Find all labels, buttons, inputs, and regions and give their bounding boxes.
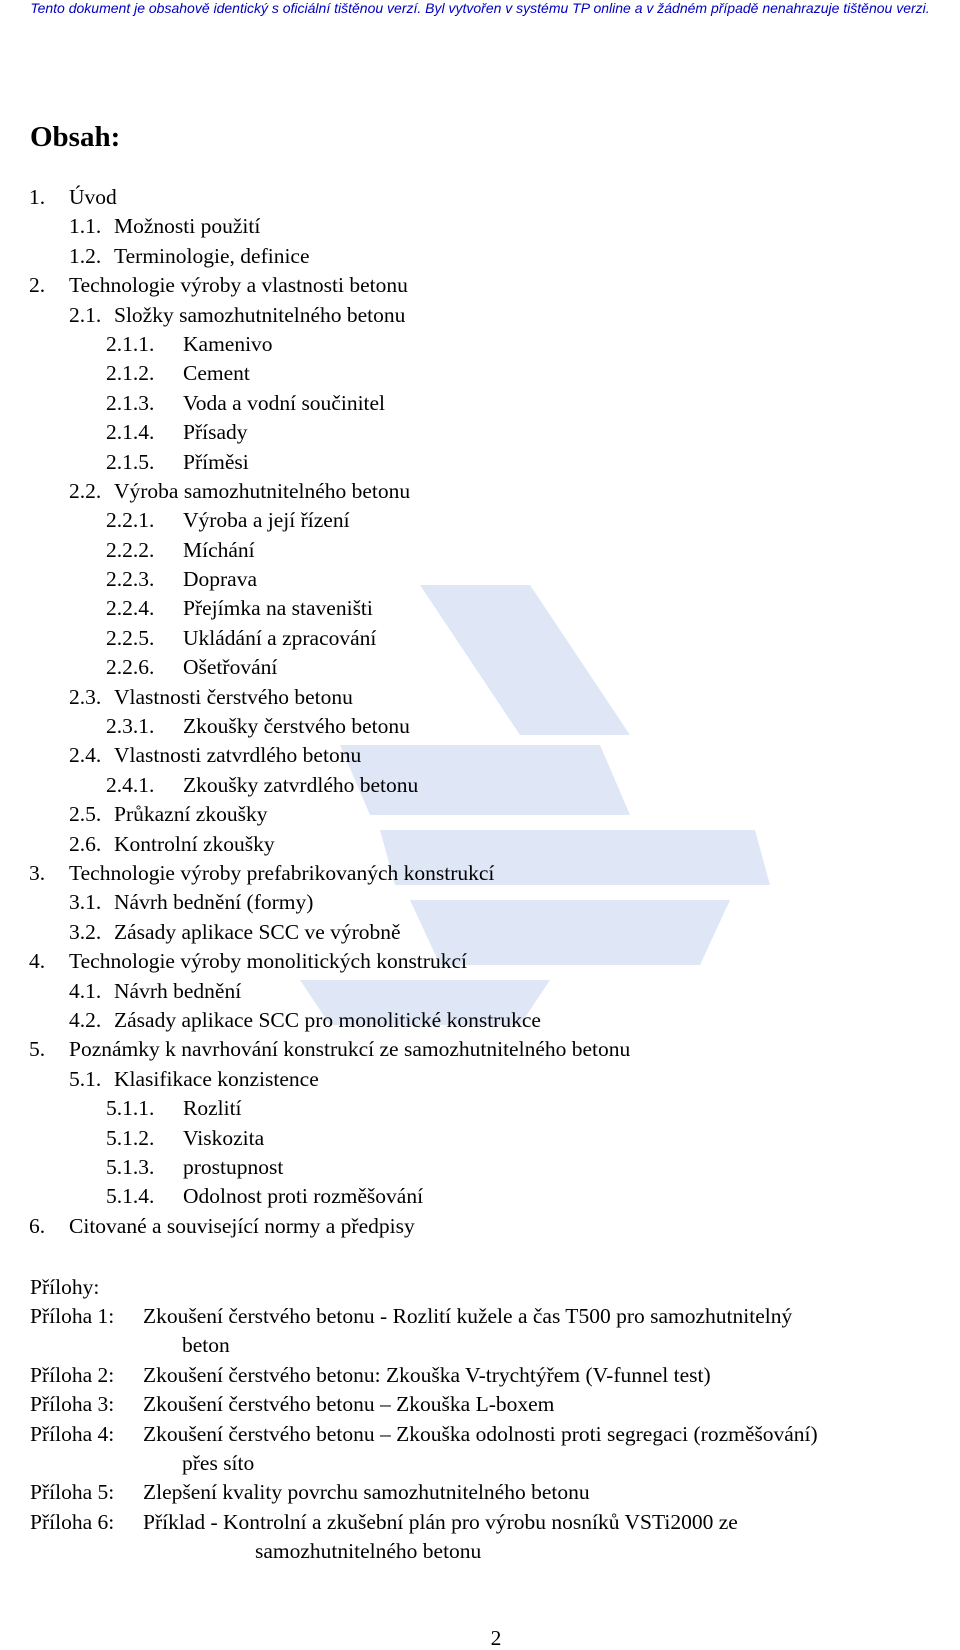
appendix-description: Zlepšení kvality povrchu samozhutnitelného betonu [143,1480,590,1505]
toc-entry-text: Úvod [69,185,117,209]
toc-entry-number: 2.4. [69,743,102,768]
toc-entry [0,1212,960,1241]
toc-entry-text: Zásady aplikace SCC ve výrobně [114,919,401,944]
toc-entry-number: 4. [29,949,46,974]
toc-entry-text: Poznámky k navrhování konstrukcí ze samozhutnitelného betonu [69,1037,631,1062]
toc-entry [0,1124,960,1153]
page-number: 2 [490,1626,502,1650]
toc-entry-text: Terminologie, definice [114,243,310,268]
toc-entry [0,624,960,653]
toc-entry [0,1094,960,1123]
toc-entry-text: Ukládání a zpracování [183,625,377,650]
toc-entry [0,918,960,947]
toc-entry-number: 2.2.3. [106,567,155,592]
toc-entry-text: Technologie výroby a vlastnosti betonu [69,273,408,298]
toc-entry-number: 2.2.6. [106,655,155,680]
appendix-item [0,1420,960,1479]
toc-entry [0,212,960,241]
toc-entry-text: Příměsi [183,449,249,474]
appendix-label: Příloha 5: [30,1480,115,1505]
toc-entry-text: Doprava [183,567,258,592]
toc-entry-text: Rozlití [183,1096,242,1121]
toc-entry-text: Cement [183,361,250,386]
toc-entry [0,653,960,682]
appendix-description: Zkoušení čerstvého betonu – Zkouška odolnosti proti segregaci (rozměšování) přes síto [143,1421,818,1476]
appendix-title: Přílohy: [30,1275,100,1299]
toc-entry-text: Výroba samozhutnitelného betonu [114,478,411,503]
disclaimer-banner: Tento dokument je obsahově identický s oficiální tištěnou verzí. Byl vytvořen v systému TP online a v žádném případě nenahrazuje tištěnou verzi. [30,0,930,16]
toc-entry-text: Možnosti použití [114,214,261,239]
toc-entry-number: 2.3. [69,684,102,709]
toc-entry [0,448,960,477]
toc-entry-text: Míchání [183,537,255,562]
toc-entry-text: Odolnost proti rozměšování [183,1184,424,1209]
toc-entry-number: 1.1. [69,214,102,239]
toc-entry-number: 5.1. [69,1066,102,1091]
appendix-item [0,1302,960,1361]
toc-entry-text: Kontrolní zkoušky [114,831,275,856]
toc-entry-text: Zásady aplikace SCC pro monolitické konstrukce [114,1007,541,1032]
toc-entry-number: 6. [29,1213,46,1238]
toc-entry-text: Vlastnosti čerstvého betonu [114,684,353,709]
appendix-label: Příloha 3: [30,1392,115,1417]
toc-entry [0,947,960,976]
appendix-label: Příloha 1: [30,1304,115,1328]
toc-entry [0,301,960,330]
toc-entry-text: Viskozita [183,1125,265,1150]
toc-entry-number: 4.1. [69,978,102,1003]
toc-entry [0,977,960,1006]
toc-entry-number: 2.1. [69,302,102,327]
toc-entry-number: 3. [29,860,46,885]
appendix-description: Zkoušení čerstvého betonu - Rozlití kužele a čas T500 pro samozhutnitelný beton [143,1304,793,1358]
toc-entry [0,1065,960,1094]
toc-entry-text: Technologie výroby prefabrikovaných konstrukcí [69,860,495,885]
toc-entry-number: 2.3.1. [106,714,155,739]
toc-entry [0,830,960,859]
appendix-item [0,1478,960,1507]
toc-entry-text: Zkoušky zatvrdlého betonu [183,772,419,797]
toc-entry [0,712,960,741]
toc-entry [0,418,960,447]
toc-entry [0,477,960,506]
appendix-description: Příklad - Kontrolní a zkušební plán pro výrobu nosníků VSTi2000 ze samozhutnitelného betonu [143,1509,738,1564]
appendix-item [0,1361,960,1390]
toc-entry-text: Výroba a její řízení [183,508,350,533]
toc-entry [0,271,960,300]
toc-entry-text: Průkazní zkoušky [114,802,268,827]
toc-entry-number: 4.2. [69,1007,102,1032]
toc-entry-text: Zkoušky čerstvého betonu [183,714,410,739]
toc-entry-number: 2.1.1. [106,331,155,356]
table-of-contents [0,183,960,1241]
toc-entry-number: 2. [29,273,46,298]
toc-entry-number: 2.2.2. [106,537,155,562]
toc-entry-number: 5.1.4. [106,1184,155,1209]
toc-entry-number: 5. [29,1037,46,1062]
toc-entry-number: 1. [29,185,46,209]
toc-entry-number: 2.2.5. [106,625,155,650]
toc-entry-text: Vlastnosti zatvrdlého betonu [114,743,362,768]
toc-entry-number: 2.4.1. [106,772,155,797]
appendix-label: Příloha 6: [30,1509,115,1534]
toc-entry [0,330,960,359]
toc-entry-number: 5.1.2. [106,1125,155,1150]
toc-entry-number: 2.6. [69,831,102,856]
toc-entry [0,683,960,712]
toc-entry [0,389,960,418]
appendix-label: Příloha 4: [30,1421,115,1446]
toc-entry-number: 2.2.1. [106,508,155,533]
toc-entry-text: Kamenivo [183,331,273,356]
toc-entry [0,242,960,271]
appendix-description: Zkoušení čerstvého betonu: Zkouška V-trychtýřem (V-funnel test) [143,1362,711,1387]
toc-entry-text: prostupnost [183,1154,284,1179]
toc-entry-number: 2.2. [69,478,102,503]
toc-entry-text: Návrh bednění (formy) [114,890,314,915]
toc-entry-number: 5.1.3. [106,1154,155,1179]
toc-entry-number: 3.2. [69,919,102,944]
toc-entry [0,1035,960,1064]
toc-entry [0,741,960,770]
toc-entry [0,594,960,623]
toc-entry [0,506,960,535]
toc-entry-number: 5.1.1. [106,1096,155,1121]
toc-entry [0,771,960,800]
toc-entry-text: Přísady [183,420,248,445]
toc-entry-number: 3.1. [69,890,102,915]
toc-entry-number: 2.5. [69,802,102,827]
toc-entry-number: 2.1.5. [106,449,155,474]
toc-entry-text: Citované a související normy a předpisy [69,1213,415,1238]
toc-entry [0,183,960,212]
appendix-item [0,1390,960,1419]
toc-entry [0,1006,960,1035]
toc-entry [0,800,960,829]
toc-entry-text: Voda a vodní součinitel [183,390,386,415]
toc-entry-number: 2.1.2. [106,361,155,386]
toc-entry-text: Přejímka na staveništi [183,596,373,621]
appendix-list [0,1302,960,1567]
toc-entry-text: Ošetřování [183,655,278,680]
toc-entry [0,859,960,888]
toc-entry-text: Návrh bednění [114,978,242,1003]
toc-entry-text: Klasifikace konzistence [114,1066,319,1091]
toc-entry [0,536,960,565]
toc-entry [0,359,960,388]
toc-entry-number: 1.2. [69,243,102,268]
appendix-item [0,1508,960,1567]
toc-entry [0,565,960,594]
page-title: Obsah: [30,121,121,153]
toc-entry [0,1182,960,1211]
appendix-label: Příloha 2: [30,1362,115,1387]
toc-entry-number: 2.1.4. [106,420,155,445]
toc-entry-text: Technologie výroby monolitických konstrukcí [69,949,467,974]
toc-entry-text: Složky samozhutnitelného betonu [114,302,406,327]
toc-entry-number: 2.2.4. [106,596,155,621]
toc-entry [0,888,960,917]
toc-entry-number: 2.1.3. [106,390,155,415]
toc-entry [0,1153,960,1182]
appendix-description: Zkoušení čerstvého betonu – Zkouška L-boxem [143,1392,555,1417]
